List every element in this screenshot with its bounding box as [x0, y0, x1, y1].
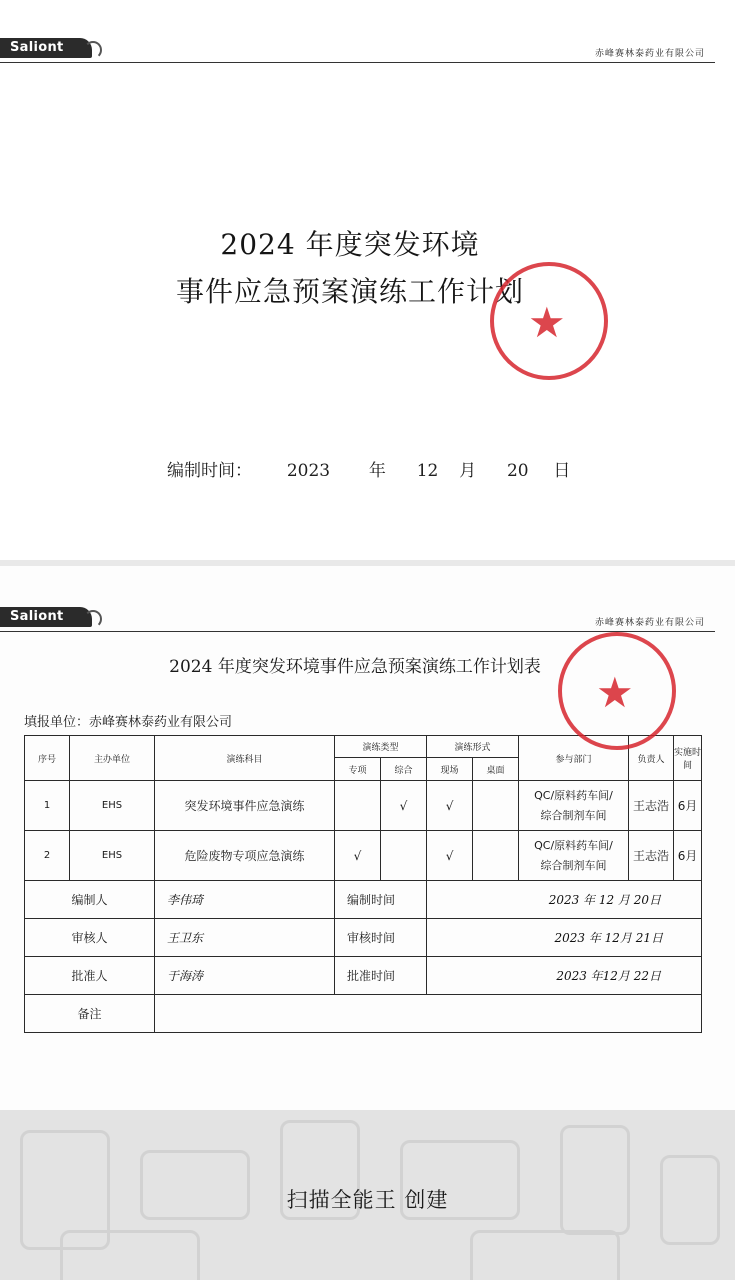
date-year-unit: 年 — [368, 461, 386, 481]
compiler-signature: 李伟琦 — [155, 881, 335, 919]
reviewer-signature: 王卫东 — [155, 919, 335, 957]
brand-logo: Saliont — [0, 607, 92, 627]
row-host: EHS — [70, 831, 155, 881]
sign-row-reviewer — [25, 919, 702, 957]
header-company-name: 赤峰赛林泰药业有限公司 — [594, 618, 705, 628]
date-month: 12 — [416, 461, 439, 481]
header-host: 主办单位 — [70, 736, 155, 781]
brand-header — [0, 38, 735, 60]
review-time-label: 审核时间 — [335, 919, 427, 957]
plan-table-title: 2024 年度突发环境事件应急预案演练工作计划表 — [169, 657, 541, 677]
reviewer-label: 审核人 — [25, 919, 155, 957]
row-dept-line-1: QC/原料药车间/ — [534, 788, 613, 802]
date-day: 20 — [506, 461, 529, 481]
row-time: 6月 — [674, 781, 702, 831]
brand-header — [0, 607, 735, 629]
header-company-name: 赤峰赛林泰药业有限公司 — [594, 49, 705, 59]
scanner-watermark-footer — [0, 1110, 735, 1280]
review-time-value: 2023 年 12月 21日 — [427, 919, 702, 957]
cover-page — [0, 0, 735, 563]
row-dept-line-2: 综合制剂车间 — [540, 858, 607, 872]
brand-logo: Saliont — [0, 38, 92, 58]
row-dept — [519, 781, 629, 831]
remark-value — [155, 995, 702, 1033]
approve-time-label: 批准时间 — [335, 957, 427, 995]
row-seq: 1 — [25, 781, 70, 831]
fill-unit: 填报单位：赤峰赛林泰药业有限公司 — [24, 715, 233, 730]
compile-time-label: 编制时间 — [335, 881, 427, 919]
row-form-desktop — [473, 781, 519, 831]
header-form-onsite: 现场 — [427, 758, 473, 781]
date-month-unit: 月 — [459, 461, 477, 481]
row-owner: 王志浩 — [629, 831, 674, 881]
watermark-text: 扫描全能王 创建 — [286, 1188, 449, 1212]
date-label: 编制时间： — [167, 461, 252, 481]
approver-label: 批准人 — [25, 957, 155, 995]
company-seal — [558, 632, 676, 750]
approver-signature: 于海涛 — [155, 957, 335, 995]
row-subject: 危险废物专项应急演练 — [155, 831, 335, 881]
company-seal — [490, 262, 608, 380]
seal-star-icon: ★ — [528, 298, 566, 347]
row-time: 6月 — [674, 831, 702, 881]
row-dept-line-1: QC/原料药车间/ — [534, 838, 613, 852]
row-type-comprehensive: √ — [381, 781, 427, 831]
row-dept-line-2: 综合制剂车间 — [540, 808, 607, 822]
header-type-special: 专项 — [335, 758, 381, 781]
sign-row-compiler — [25, 881, 702, 919]
header-form: 演练形式 — [427, 736, 519, 758]
row-type-special — [335, 781, 381, 831]
row-owner: 王志浩 — [629, 781, 674, 831]
header-type-comprehensive: 综合 — [381, 758, 427, 781]
cover-title-line-1: 2024 年度突发环境 — [220, 228, 480, 261]
row-dept — [519, 831, 629, 881]
cover-title-line-2: 事件应急预案演练工作计划 — [175, 275, 524, 308]
cover-compile-date — [167, 456, 570, 481]
sign-row-remark — [25, 995, 702, 1033]
header-seq: 序号 — [25, 736, 70, 781]
date-day-unit: 日 — [553, 461, 571, 481]
row-form-onsite: √ — [427, 831, 473, 881]
seal-star-icon: ★ — [596, 668, 634, 717]
date-year: 2023 — [286, 461, 331, 481]
compile-time-value: 2023 年 12 月 20日 — [427, 881, 702, 919]
sign-row-approver — [25, 957, 702, 995]
header-subject: 演练科目 — [155, 736, 335, 781]
row-seq: 2 — [25, 831, 70, 881]
header-type: 演练类型 — [335, 736, 427, 758]
compiler-label: 编制人 — [25, 881, 155, 919]
approve-time-value: 2023 年12月 22日 — [427, 957, 702, 995]
row-host: EHS — [70, 781, 155, 831]
row-type-comprehensive — [381, 831, 427, 881]
header-form-desktop: 桌面 — [473, 758, 519, 781]
plan-table-page — [0, 566, 735, 1110]
drill-plan-table — [24, 735, 702, 1033]
header-rule — [0, 62, 715, 63]
row-subject: 突发环境事件应急演练 — [155, 781, 335, 831]
header-dept: 参与部门 — [519, 736, 629, 781]
remark-label: 备注 — [25, 995, 155, 1033]
header-owner: 负责人 — [629, 736, 674, 781]
row-form-onsite: √ — [427, 781, 473, 831]
table-row — [25, 781, 702, 831]
table-row — [25, 831, 702, 881]
row-type-special: √ — [335, 831, 381, 881]
row-form-desktop — [473, 831, 519, 881]
header-time: 实施时间 — [674, 736, 702, 781]
